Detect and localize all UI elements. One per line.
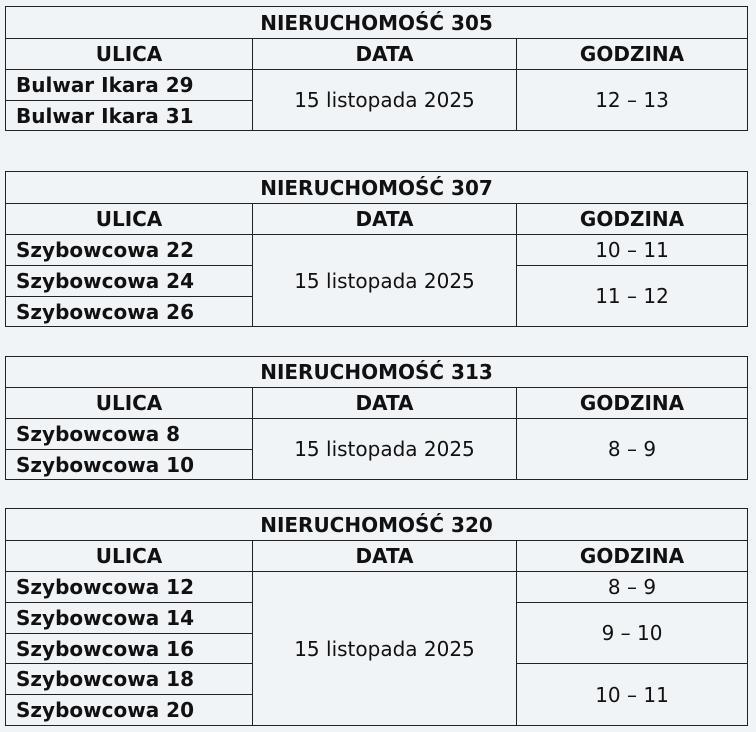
date-cell: 15 listopada 2025 [253,235,517,327]
hour-cell: 9 – 10 [517,603,748,664]
header-date: DATA [253,388,517,419]
table-title: NIERUCHOMOŚĆ 313 [6,357,748,388]
header-date: DATA [253,39,517,70]
street-cell: Szybowcowa 24 [6,266,253,297]
street-cell: Szybowcowa 26 [6,297,253,327]
street-cell: Szybowcowa 20 [6,695,253,726]
date-cell: 15 listopada 2025 [253,572,517,726]
header-hour: GODZINA [517,541,748,572]
street-cell: Bulwar Ikara 29 [6,70,253,101]
header-street: ULICA [6,541,253,572]
header-street: ULICA [6,388,253,419]
property-table-320 [5,508,748,726]
header-street: ULICA [6,204,253,235]
property-table-305 [5,6,748,131]
hour-cell: 11 – 12 [517,266,748,327]
street-cell: Bulwar Ikara 31 [6,101,253,131]
header-date: DATA [253,541,517,572]
table-title: NIERUCHOMOŚĆ 320 [6,509,748,541]
street-cell: Szybowcowa 18 [6,664,253,695]
property-table-307 [5,171,748,327]
date-cell: 15 listopada 2025 [253,419,517,480]
street-cell: Szybowcowa 10 [6,450,253,480]
street-cell: Szybowcowa 8 [6,419,253,450]
street-cell: Szybowcowa 16 [6,634,253,664]
header-street: ULICA [6,39,253,70]
hour-cell: 10 – 11 [517,664,748,726]
hour-cell: 8 – 9 [517,419,748,480]
hour-cell: 10 – 11 [517,235,748,266]
table-title: NIERUCHOMOŚĆ 307 [6,172,748,204]
hour-cell: 8 – 9 [517,572,748,603]
property-table-313 [5,356,748,480]
hour-cell: 12 – 13 [517,70,748,131]
header-hour: GODZINA [517,388,748,419]
street-cell: Szybowcowa 22 [6,235,253,266]
street-cell: Szybowcowa 14 [6,603,253,634]
street-cell: Szybowcowa 12 [6,572,253,603]
table-title: NIERUCHOMOŚĆ 305 [6,7,748,39]
date-cell: 15 listopada 2025 [253,70,517,131]
header-hour: GODZINA [517,204,748,235]
header-hour: GODZINA [517,39,748,70]
header-date: DATA [253,204,517,235]
